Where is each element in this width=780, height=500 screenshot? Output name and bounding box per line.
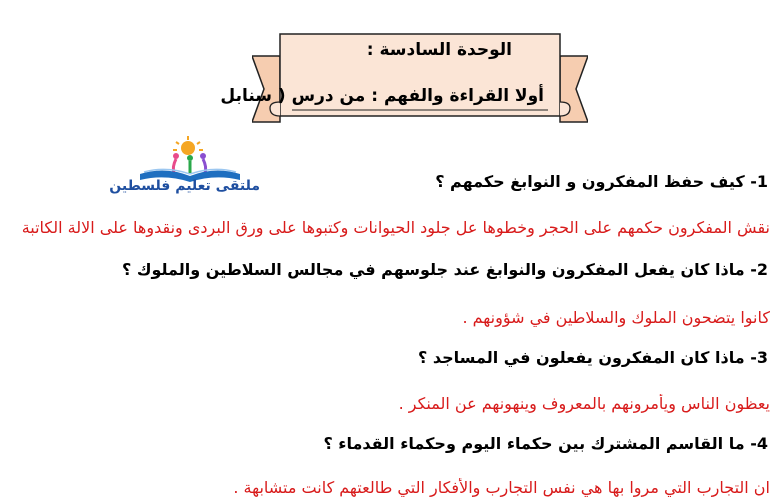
question-3-text: 3- ماذا كان المفكرون يفعلون في المساجد ؟ [418,348,768,367]
title-banner [220,26,588,126]
answer-2-text: كانوا يتضحون الملوك والسلاطين في شؤونهم . [462,308,770,327]
lesson-subtitle: أولا القراءة والفهم : من درس ( سنابل [220,86,544,106]
answer-2 [0,308,780,327]
answer-3-text: يعظون الناس ويأمرونهم بالمعروف وينهونهم عن المنكر . [398,394,770,413]
answer-3 [0,394,780,413]
answer-4-text: ان التجارب التي مروا بها هي نفس التجارب والأفكار التي طالعتهم كانت متشابهة . [233,478,770,497]
question-2-text: 2- ماذا كان يفعل المفكرون والنوابغ عند جلوسهم في مجالس السلاطين والملوك ؟ [121,260,768,279]
question-1 [0,172,780,191]
answer-1 [0,218,780,237]
question-4 [0,434,780,453]
question-2 [0,260,780,279]
banner-text [220,34,548,118]
sun-icon [173,136,203,155]
question-3 [0,348,780,367]
answer-4 [0,478,780,497]
question-4-text: 4- ما القاسم المشترك بين حكماء اليوم وحكماء القدماء ؟ [323,434,768,453]
question-1-text: 1- كيف حفظ المفكرون و النوابغ حكمهم ؟ [435,172,768,191]
answer-1-text: نقش المفكرون حكمهم على الحجر وخطوها عل جلود الحيوانات وكتبوها على ورق البردى ونقدوها على الالة الكاتبة [21,218,770,237]
logo-caption: ملتقى تعليم فلسطين [109,178,260,194]
unit-title: الوحدة السادسة : [366,40,512,60]
